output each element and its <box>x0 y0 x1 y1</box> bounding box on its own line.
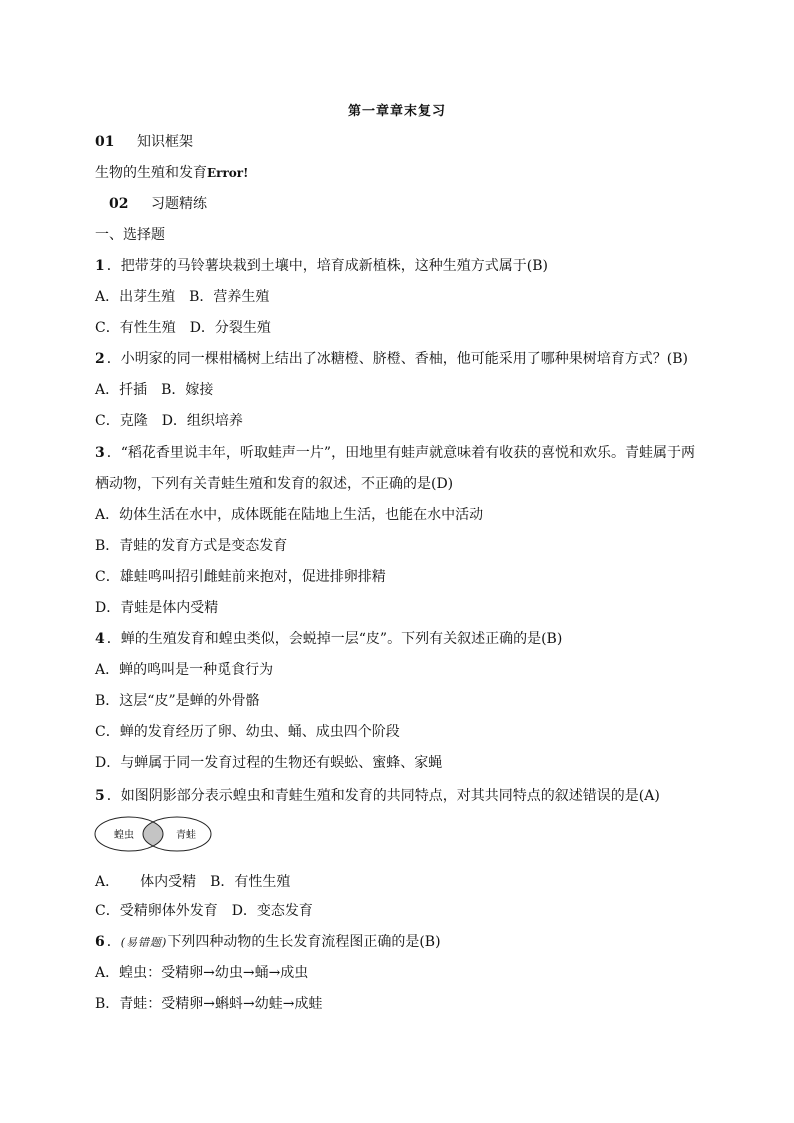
question-stem: ．如图阴影部分表示蝗虫和青蛙生殖和发育的共同特点，对其共同特点的叙述错误的是(A) <box>106 788 660 804</box>
question-tag: (易错题) <box>120 936 168 949</box>
error-text: Error! <box>207 166 249 180</box>
venn-right-label: 青蛙 <box>176 830 196 841</box>
part-heading: 一、选择题 <box>95 227 165 243</box>
question-option-line: B．青蛙的发育方式是变态发育 <box>95 538 288 554</box>
question-option-line: A．出芽生殖 B．营养生殖 <box>95 289 270 305</box>
question-stem: ．把带芽的马铃薯块栽到土壤中，培育成新植株，这种生殖方式属于(B) <box>106 258 548 274</box>
framework-label: 生物的生殖和发育 <box>95 165 207 181</box>
question-option-line: A．扦插 B．嫁接 <box>95 382 214 398</box>
page-title: 第一章章末复习 <box>347 104 446 119</box>
question-2 <box>95 349 688 369</box>
question-number: 6 <box>95 934 105 950</box>
question-option-line: B．这层“皮”是蝉的外骨骼 <box>95 693 260 709</box>
question-option-line: A．蝉的鸣叫是一种觅食行为 <box>95 662 274 678</box>
question-number: 4 <box>95 631 105 647</box>
question-number: 3 <box>95 445 105 461</box>
question-option-line: C．蝉的发育经历了卵、幼虫、蛹、成虫四个阶段 <box>95 724 400 740</box>
question-separator: ． <box>106 934 121 950</box>
question-3 <box>95 438 705 500</box>
question-option-line: A．幼体生活在水中，成体既能在陆地上生活，也能在水中活动 <box>95 507 484 523</box>
question-option-line: C．有性生殖 D．分裂生殖 <box>95 320 271 336</box>
question-stem: 下列四种动物的生长发育流程图正确的是(B) <box>167 934 441 950</box>
question-option-line: C．受精卵体外发育 D．变态发育 <box>95 903 313 919</box>
question-number: 5 <box>95 788 105 804</box>
question-1 <box>95 256 548 276</box>
framework-text <box>95 163 248 183</box>
question-number: 1 <box>95 258 105 274</box>
section-exercises <box>109 194 207 214</box>
question-stem: ．小明家的同一棵柑橘树上结出了冰糖橙、脐橙、香柚，他可能采用了哪种果树培育方式？(B) <box>106 351 688 367</box>
question-option-line: C．雄蛙鸣叫招引雌蛙前来抱对，促进排卵排精 <box>95 569 386 585</box>
section-knowledge-framework <box>95 132 193 152</box>
question-option-line: A．蝗虫：受精卵→幼虫→蛹→成虫 <box>95 965 309 981</box>
question-option-line: C．克隆 D．组织培养 <box>95 413 243 429</box>
question-stem: ．蝉的生殖发育和蝗虫类似，会蜕掉一层“皮”。下列有关叙述正确的是(B) <box>106 631 563 647</box>
section-label: 习题精练 <box>151 196 207 212</box>
question-stem: ．“稻花香里说丰年，听取蛙声一片”，田地里有蛙声就意味着有收获的喜悦和欢乐。青蛙属于两栖动物，下列有关青蛙生殖和发育的叙述，不正确的是(D) <box>95 445 696 492</box>
question-4 <box>95 629 562 649</box>
question-6 <box>95 932 441 953</box>
question-5 <box>95 786 660 806</box>
venn-diagram <box>94 815 214 853</box>
venn-left-label: 蝗虫 <box>114 830 134 841</box>
question-option-line: A． 体内受精 B．有性生殖 <box>95 874 291 890</box>
question-option-line: D．青蛙是体内受精 <box>95 600 219 616</box>
question-option-line: D．与蝉属于同一发育过程的生物还有蜈蚣、蜜蜂、家蝇 <box>95 755 443 771</box>
question-option-line: B．青蛙：受精卵→蝌蚪→幼蛙→成蛙 <box>95 996 323 1012</box>
section-label: 知识框架 <box>137 134 193 150</box>
question-number: 2 <box>95 351 105 367</box>
section-number: 01 <box>95 134 115 150</box>
section-number: 02 <box>109 196 129 212</box>
